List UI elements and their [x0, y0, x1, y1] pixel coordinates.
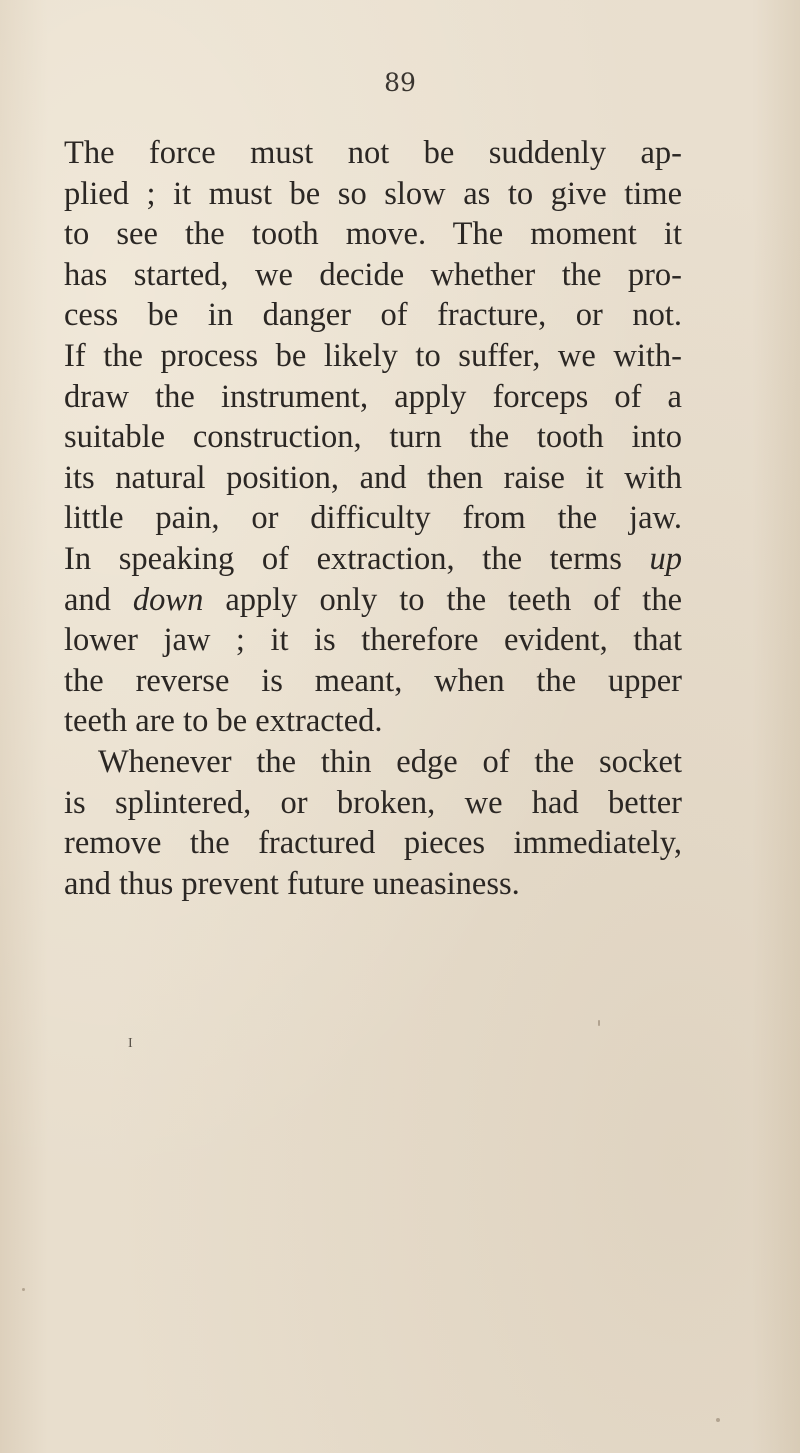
- paper-speck: [716, 1418, 720, 1422]
- paper-speck: [22, 1288, 25, 1291]
- text-line: and thus prevent future uneasiness.: [64, 865, 520, 902]
- text-segment: In speaking of extraction, the terms: [64, 540, 622, 577]
- text-line: to see the tooth move. The moment it: [64, 216, 682, 253]
- text-line: cess be in danger of fracture, or not.: [64, 297, 682, 334]
- text-line: If the process be likely to suffer, we with-: [64, 337, 682, 374]
- body-text: [64, 133, 682, 904]
- text-line: the reverse is meant, when the upper: [64, 662, 682, 699]
- text-segment: apply only to the teeth of the: [225, 581, 683, 618]
- signature-mark: I: [128, 1036, 133, 1051]
- text-line: suitable construction, turn the tooth into: [64, 419, 682, 456]
- text-line-with-italic: [64, 580, 682, 621]
- text-segment: and: [64, 581, 111, 618]
- italic-word-up: up: [649, 540, 682, 577]
- page-number: 89: [384, 68, 416, 97]
- text-line: plied ; it must be so slow as to give time: [64, 175, 682, 212]
- text-line: is splintered, or broken, we had better: [64, 784, 682, 821]
- text-line: draw the instrument, apply forceps of a: [64, 378, 682, 415]
- text-line: The force must not be suddenly ap-: [64, 135, 682, 171]
- text-line: little pain, or difficulty from the jaw.: [64, 500, 682, 537]
- paper-speck: [598, 1020, 600, 1026]
- text-line-with-italic: [64, 539, 682, 580]
- text-line: its natural position, and then raise it with: [64, 459, 682, 496]
- text-line: lower jaw ; it is therefore evident, that: [64, 622, 682, 659]
- text-line: Whenever the thin edge of the socket: [98, 743, 682, 780]
- text-line: remove the fractured pieces immediately,: [64, 825, 682, 862]
- text-line: teeth are to be extracted.: [64, 703, 383, 740]
- text-line: has started, we decide whether the pro-: [64, 256, 682, 293]
- italic-word-down: down: [132, 581, 204, 618]
